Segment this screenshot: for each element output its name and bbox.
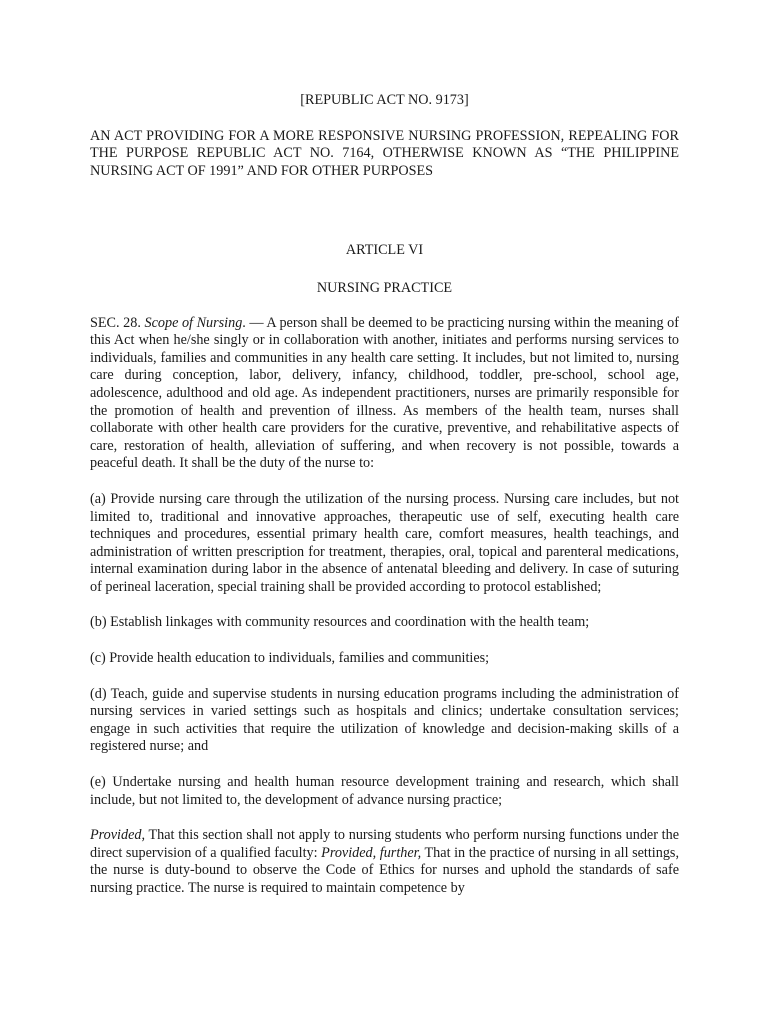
republic-act-number: [REPUBLIC ACT NO. 9173] — [300, 92, 469, 108]
article-heading: ARTICLE VI — [345, 242, 424, 259]
proviso-text-2: That in the practice of nursing in all settings, the nurse is duty-bound to observe the Code of Ethics for nurses and uphold the standards of safe nursing practice. The nurse is required to maintain competence by — [90, 844, 680, 896]
proviso-paragraph — [90, 827, 679, 897]
act-title: AN ACT PROVIDING FOR A MORE RESPONSIVE NURSING PROFESSION, REPEALING FOR THE PURPOSE REPUBLIC ACT NO. 7164, OTHERWISE KNOWN AS “THE PHILIPPINE NURSING ACT OF 1991” AND FOR OTHER PURPOSES — [90, 127, 679, 179]
proviso-further: Provided, further, — [321, 844, 422, 861]
duty-item-e: (e) Undertake nursing and health human resource development training and research, which shall include, but not limited to, the development of advance nursing practice; — [90, 774, 679, 808]
section-28-paragraph — [90, 315, 679, 473]
duty-item-b: (b) Establish linkages with community resources and coordination with the health team; — [90, 614, 590, 631]
section-heading: Scope of Nursing — [144, 314, 243, 331]
proviso-text-1: That this section shall not apply to nursing students who perform nursing functions under the direct supervision of a qualified faculty: — [90, 827, 679, 861]
duty-item-d: (d) Teach, guide and supervise students in nursing education programs including the administration of nursing services in varied settings such as hospitals and clinics; undertake consultation services; engage in such activities that require the utilization of knowledge and decision-making skills of a registered nurse; and — [90, 685, 679, 755]
article-title: NURSING PRACTICE — [316, 279, 453, 296]
proviso-lead: Provided, — [90, 827, 146, 844]
duty-item-c: (c) Provide health education to individuals, families and communities; — [90, 650, 490, 667]
section-body: . — A person shall be deemed to be practicing nursing within the meaning of this Act when he/she singly or in collaboration with another, initiates and performs nursing services to individuals, families and communities in any health care setting. It includes, but not limited to, nursing care during conception, labor, delivery, infancy, childhood, toddler, pre-school, school age, adolescence, adulthood and old age. As independent practitioners, nurses are primarily responsible for the promotion of health and prevention of illness. As members of the health team, nurses shall collaborate with other health care providers for the curative, preventive, and rehabilitative aspects of care, restoration of health, alleviation of suffering, and when recovery is not possible, towards a peaceful death. It shall be the duty of the nurse to: — [90, 314, 679, 472]
duty-item-a: (a) Provide nursing care through the utilization of the nursing process. Nursing care includes, but not limited to, traditional and innovative approaches, therapeutic use of self, executing health care techniques and procedures, essential primary health care, comfort measures, health teachings, and administration of written prescription for treatment, therapies, oral, topical and parenteral medications, internal examination during labor in the absence of antenatal bleeding and delivery. In case of suturing of perineal laceration, special training shall be provided according to protocol established; — [90, 490, 679, 595]
document-page — [90, 92, 679, 898]
section-number: SEC. 28. — [90, 314, 145, 331]
